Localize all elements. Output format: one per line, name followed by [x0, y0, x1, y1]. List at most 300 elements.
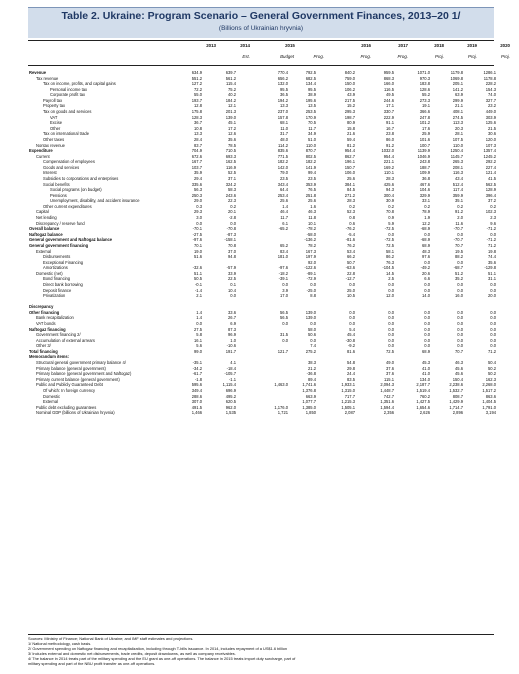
table-cell: 198.7	[344, 114, 355, 120]
row-label: Pensions	[50, 192, 67, 198]
table-cell: 45.4	[347, 332, 355, 338]
table-cell: 30.6	[488, 131, 496, 137]
table-cell: 120.0	[485, 136, 496, 142]
table-cell: 265.3	[452, 159, 463, 165]
table-cell: 0.2	[388, 203, 394, 209]
table-cell: 0.0	[388, 287, 394, 293]
table-cell: 52.3	[347, 209, 355, 215]
table-cell: 134.0	[419, 376, 430, 382]
table-cell: 299.9	[452, 97, 463, 103]
table-cell: 97.6	[422, 254, 430, 260]
table-cell: 74.4	[488, 254, 496, 260]
table-cell: 54.8	[347, 360, 355, 366]
table-cell: 56.5	[280, 315, 288, 321]
table-cell: 672.6	[191, 153, 202, 159]
table-cell: 10.8	[194, 125, 202, 131]
table-cell: 75.2	[228, 86, 236, 92]
row-label: External	[36, 248, 52, 254]
table-cell: 56.5	[280, 309, 288, 315]
table-cell: 275.2	[305, 348, 316, 354]
row-label: Public debt excluding guarantees	[36, 404, 97, 410]
table-cell: 50.4	[488, 360, 496, 366]
table-cell: 335.6	[191, 181, 202, 187]
table-cell: 303.9	[485, 114, 496, 120]
table-cell: 110.1	[384, 170, 394, 176]
table-cell: 0.0	[349, 281, 355, 287]
row-label: Corporate profit tax	[50, 92, 86, 98]
table-cell: 10.1	[308, 220, 316, 226]
table-cell: 91.1	[386, 120, 394, 126]
table-cell: 0.0	[457, 315, 463, 321]
table-cell: 55.0	[194, 92, 202, 98]
table-cell: 139.0	[305, 309, 316, 315]
table-cell: 21.2	[308, 365, 316, 371]
table-cell: -97.6	[192, 237, 202, 243]
table-cell: 251.8	[305, 192, 316, 198]
table-cell: 81.6	[347, 348, 355, 354]
table-cell: 92.0	[308, 259, 316, 265]
table-cell: 51.1	[194, 270, 202, 276]
table-cell: 1.0	[230, 337, 236, 343]
table-cell: 128.3	[191, 114, 202, 120]
table-cell: 491.5	[191, 404, 202, 410]
table-cell: 125.6	[485, 120, 496, 126]
table-cell: 70.7	[455, 348, 463, 354]
table-cell: 1,115.4	[222, 382, 236, 388]
table-cell: 193.7	[191, 97, 202, 103]
table-cell: 0.0	[490, 315, 496, 321]
table-cell: 107.3	[485, 142, 496, 148]
table-cell: -76.2	[345, 226, 355, 232]
table-cell: 46.3	[455, 360, 463, 366]
table-cell: 0.0	[388, 309, 394, 315]
table-cell: 742.7	[383, 393, 394, 399]
table-cell: 35.6	[488, 259, 496, 265]
table-cell: 86.2	[386, 254, 394, 260]
table-cell: 0.0	[196, 321, 202, 327]
table-cell: 1,215.3	[341, 399, 355, 405]
table-cell: -81.6	[345, 237, 355, 243]
table-cell: 324.2	[225, 181, 236, 187]
table-cell: 109.9	[419, 170, 430, 176]
table-cell: 1357.4	[483, 148, 496, 154]
table-cell: 29.3	[194, 209, 202, 215]
table-cell: 863.6	[485, 393, 496, 399]
table-cell: 141.9	[305, 164, 316, 170]
table-cell: 1145.7	[450, 153, 463, 159]
table-cell: 300.4	[383, 192, 394, 198]
table-cell: 0.0	[424, 343, 430, 349]
table-cell: 0.0	[457, 231, 463, 237]
table-cell: 2,626	[419, 410, 430, 416]
table-cell: 182.2	[277, 159, 288, 165]
table-cell: 154.3	[485, 86, 496, 92]
table-cell: 79.0	[280, 170, 288, 176]
table-cell: 128.6	[419, 86, 430, 92]
table-cell: 307.0	[191, 399, 202, 405]
table-cell: 0.0	[424, 315, 430, 321]
table-cell: 962.0	[225, 404, 236, 410]
table-cell: 2,356	[383, 410, 394, 416]
table-cell: -72.5	[384, 226, 394, 232]
table-cell: 2,087	[344, 410, 355, 416]
table-cell: 20.3	[455, 125, 463, 131]
table-cell: -27.5	[192, 231, 202, 237]
table-cell: 23.8	[386, 131, 394, 137]
row-label: Other current expenditures	[43, 203, 92, 209]
table-cell: -34.2	[192, 365, 202, 371]
column-header	[28, 40, 510, 66]
table-cell: 656.2	[277, 75, 288, 81]
year-2013: 2013	[206, 43, 216, 48]
table-cell: 106.0	[344, 170, 355, 176]
table-cell: 128.9	[485, 187, 496, 193]
table-cell: 184.2	[225, 97, 236, 103]
table-cell: 1,351.6	[380, 399, 394, 405]
table-cell: 0.2	[349, 203, 355, 209]
table-cell: 639.7	[225, 70, 236, 75]
table-cell: 1,077.7	[302, 399, 316, 405]
table-cell: 273.3	[419, 97, 430, 103]
table-cell: 162.3	[485, 376, 496, 382]
table-cell: 808.7	[452, 393, 463, 399]
table-cell: -70.7	[453, 237, 463, 243]
table-cell: 37.0	[228, 248, 236, 254]
table-cell: 0.0	[282, 281, 288, 287]
table-cell: 87.3	[228, 326, 236, 332]
table-cell: 0.2	[424, 203, 430, 209]
table-cell: 970.3	[419, 75, 430, 81]
table-cell: 68.1	[280, 120, 288, 126]
table-cell: 330.7	[383, 109, 394, 115]
table-cell: 17.1	[386, 103, 394, 109]
table-cell: 170.9	[305, 114, 316, 120]
table-cell: 227.4	[485, 164, 496, 170]
table-cell: -71.2	[486, 237, 496, 243]
table-cell: 0.0	[457, 326, 463, 332]
table-cell: -36.8	[306, 371, 316, 377]
table-cell: -158.1	[224, 237, 236, 243]
table-cell: 3.0	[196, 215, 202, 221]
kind-budget: Budget	[280, 54, 294, 59]
table-cell: -65.2	[278, 226, 288, 232]
table-cell: 19.5	[455, 248, 463, 254]
year-2018: 2018	[434, 43, 444, 48]
table-cell: 78.9	[422, 209, 430, 215]
table-cell: 83.7	[194, 142, 202, 148]
table-cell: 191.7	[225, 348, 236, 354]
table-cell: -32.6	[192, 265, 202, 271]
table-cell: 139.0	[305, 315, 316, 321]
table-cell: -39.1	[278, 276, 288, 282]
table-cell: 6.1	[282, 220, 288, 226]
table-cell: 770.4	[277, 70, 288, 75]
table-cell: 0.0	[310, 281, 316, 287]
table-cell: 22.5	[228, 276, 236, 282]
row-label: Bank recapitalization	[36, 315, 74, 321]
table-cell: 28.4	[194, 136, 202, 142]
table-cell: 11.7	[308, 125, 316, 131]
table-cell: 0.0	[457, 332, 463, 338]
table-cell: 141.2	[452, 86, 463, 92]
table-cell: 495.2	[225, 393, 236, 399]
table-cell: 23.2	[488, 103, 496, 109]
table-cell: -10.6	[226, 343, 236, 349]
table-cell: 23.5	[280, 175, 288, 181]
table-cell: 217.5	[344, 97, 355, 103]
row-label: Amortizations	[43, 265, 68, 271]
table-cell: 29.0	[194, 198, 202, 204]
table-cell: 0.0	[388, 326, 394, 332]
table-notes	[28, 634, 494, 667]
table-cell: 0.0	[310, 337, 316, 343]
table-cell: 1,535	[225, 410, 236, 416]
table-cell: 2,268.0	[482, 382, 496, 388]
table-cell: 359.9	[452, 192, 463, 198]
table-cell: 1,532.7	[449, 387, 463, 393]
table-cell: 1,721	[277, 410, 288, 416]
table-cell: 167.3	[305, 248, 316, 254]
table-cell: 88.2	[455, 254, 463, 260]
table-cell: 243.6	[225, 192, 236, 198]
table-cell: 15.8	[347, 125, 355, 131]
table-cell: 0.0	[388, 231, 394, 237]
kind-prog-2015: Prog.	[313, 54, 324, 59]
table-cell: 954.4	[344, 148, 355, 154]
table-cell: -1.8	[194, 376, 202, 382]
table-cell: 83.5	[347, 376, 355, 382]
year-2014: 2014	[240, 43, 250, 48]
table-cell: 35.2	[455, 276, 463, 282]
table-cell: 1,850	[305, 410, 316, 416]
table-cell: 12.0	[386, 293, 394, 299]
table-cell: 43.4	[455, 175, 463, 181]
table-cell: 835.6	[277, 148, 288, 154]
table-cell: 76.2	[347, 242, 355, 248]
table-cell: 0.0	[457, 281, 463, 287]
table-cell: 1.4	[196, 309, 202, 315]
table-cell: -71.2	[486, 226, 496, 232]
table-cell: 1.4	[282, 203, 288, 209]
table-cell: 11.0	[280, 125, 288, 131]
table-cell: 3,194	[485, 410, 496, 416]
row-label: Tax on international trade	[43, 131, 89, 137]
table-cell: 37.6	[386, 365, 394, 371]
table-cell: 166.0	[383, 81, 394, 87]
table-cell: 142.0	[277, 164, 288, 170]
table-body	[28, 70, 494, 416]
table-cell: 70.7	[455, 242, 463, 248]
table-cell: 70.8	[386, 209, 394, 215]
table-cell: 0.0	[490, 326, 496, 332]
table-cell: 95.5	[280, 86, 288, 92]
row-label: Interest	[43, 170, 57, 176]
table-cell: 37.6	[386, 371, 394, 377]
table-cell: 0.0	[457, 287, 463, 293]
row-label: Accumulation of external arrears	[36, 337, 95, 343]
table-cell: 22.8	[347, 270, 355, 276]
row-label: Structural general government primary balance 4/	[36, 360, 126, 366]
table-cell: 35.1	[455, 198, 463, 204]
table-cell: 11.7	[280, 215, 288, 221]
source-note: 3/ Includes external and domestic net disbursements, trade credits, deposit drawdowns, as well as company receivables.	[28, 651, 236, 657]
table-cell: 0.8	[349, 215, 355, 221]
table-cell: 0.2	[230, 203, 236, 209]
table-cell: 114.2	[278, 142, 288, 148]
row-label: Primary current balance (general government)	[36, 376, 120, 382]
table-cell: 116.3	[453, 170, 463, 176]
table-cell: 127.2	[191, 81, 202, 87]
table-cell: 102.3	[485, 209, 496, 215]
table-cell: 30.9	[386, 198, 394, 204]
table-cell: 101.6	[419, 136, 430, 142]
table-cell: -70.7	[453, 226, 463, 232]
table-cell: 115.1	[384, 376, 394, 382]
table-cell: 6.6	[424, 276, 430, 282]
row-label: General government and Naftogaz balance	[29, 237, 113, 243]
table-cell: 250.3	[191, 192, 202, 198]
table-cell: 237.0	[277, 109, 288, 115]
table-cell: 0.0	[424, 337, 430, 343]
table-cell: 68.9	[422, 348, 430, 354]
row-label: Nontax revenue	[36, 142, 65, 148]
row-label: Other 3/	[36, 343, 51, 349]
table-cell: 1.6	[310, 203, 316, 209]
table-cell: 710.5	[225, 148, 236, 154]
table-cell: 14.5	[386, 270, 394, 276]
table-cell: 0.0	[388, 337, 394, 343]
table-cell: -30.8	[345, 337, 355, 343]
header-years	[28, 43, 510, 53]
table-cell: 35.6	[228, 136, 236, 142]
table-cell: 802.5	[305, 153, 316, 159]
table-cell: 5.9	[388, 220, 394, 226]
table-cell: 1,315.0	[341, 387, 355, 393]
table-cell: 194.2	[277, 97, 288, 103]
table-cell: 870.7	[305, 148, 316, 154]
table-cell: 862.7	[344, 153, 355, 159]
table-cell: 244.6	[383, 97, 394, 103]
table-cell: 1,466	[191, 410, 202, 416]
table-cell: 840.2	[344, 70, 355, 75]
table-cell: 29.8	[347, 365, 355, 371]
kind-prog-2017: Prog.	[397, 54, 408, 59]
table-cell: 33.6	[228, 309, 236, 315]
table-cell: 1250.4	[450, 148, 463, 154]
table-cell: 34.9	[308, 131, 316, 137]
table-cell: 2,094.3	[380, 382, 394, 388]
table-cell: 384.1	[344, 181, 355, 187]
table-cell: 2,238.6	[449, 382, 463, 388]
table-cell: 169.2	[383, 164, 394, 170]
table-cell: 1,448.7	[380, 387, 394, 393]
table-cell: 0.0	[388, 343, 394, 349]
table-cell: 28.3	[386, 175, 394, 181]
row-label: Net lending	[36, 215, 57, 221]
kind-prog-2016: Prog.	[360, 54, 371, 59]
table-cell: 0.0	[424, 259, 430, 265]
row-label: External	[43, 399, 59, 405]
row-label: VAT bonds	[36, 321, 56, 327]
table-cell: 21.5	[488, 125, 496, 131]
table-cell: 121.7	[277, 348, 288, 354]
table-cell: 1,427.5	[416, 399, 430, 405]
table-cell: 760.2	[419, 393, 430, 399]
table-cell: 228.2	[485, 81, 496, 87]
row-label: Primary balance (general government)	[36, 365, 106, 371]
table-cell: 150.0	[344, 81, 355, 87]
table-cell: 17.0	[280, 293, 288, 299]
table-cell: 1,519.4	[416, 387, 430, 393]
row-label: Expenditure	[29, 148, 53, 154]
table-cell: 0.0	[457, 343, 463, 349]
table-cell: 101.2	[419, 120, 430, 126]
table-cell: 0.6	[349, 220, 355, 226]
row-label: Other taxes	[43, 136, 65, 142]
title-band	[28, 7, 494, 38]
row-label: Discrepancy / reserve fund	[36, 220, 85, 226]
table-cell: 41.5	[488, 175, 496, 181]
table-cell: 0.0	[349, 321, 355, 327]
table-cell: 27.5	[194, 326, 202, 332]
table-cell: 52.5	[228, 170, 236, 176]
table-cell: 66.2	[347, 254, 355, 260]
table-cell: 467.6	[419, 181, 430, 187]
table-cell: 72.5	[386, 242, 394, 248]
table-title: Table 2. Ukraine: Program Scenario – General Government Finances, 2013–20 1/	[61, 10, 461, 22]
table-cell: 1,429.9	[449, 399, 463, 405]
table-cell: -70.1	[192, 226, 202, 232]
table-cell: 396.4	[485, 192, 496, 198]
table-cell: -49.2	[420, 265, 430, 271]
table-cell: 1032.0	[381, 148, 394, 154]
table-cell: 29.4	[194, 175, 202, 181]
table-cell: 91.2	[455, 209, 463, 215]
table-cell: 0.0	[457, 337, 463, 343]
table-cell: 28.3	[347, 198, 355, 204]
table-cell: -18.4	[226, 365, 236, 371]
table-cell: 25.9	[422, 131, 430, 137]
table-cell: 26.7	[228, 315, 236, 321]
row-label: Social benefits	[43, 181, 70, 187]
table-cell: 1139.9	[417, 148, 430, 154]
table-cell: 343.4	[277, 181, 288, 187]
table-cell: 274.5	[452, 114, 463, 120]
table-cell: 94.8	[228, 254, 236, 260]
table-cell: 38.3	[308, 360, 316, 366]
table-cell: 222.9	[383, 114, 394, 120]
table-cell: 634.9	[191, 70, 202, 75]
row-label: Tax revenue	[36, 75, 59, 81]
table-cell: 56.3	[194, 187, 202, 193]
table-cell: 91.2	[386, 142, 394, 148]
table-cell: -104.5	[382, 265, 394, 271]
table-cell: 58.1	[386, 248, 394, 254]
table-cell: 10.5	[347, 293, 355, 299]
table-cell: 0.0	[230, 293, 236, 299]
table-cell: -68.9	[420, 237, 430, 243]
table-cell: 0.1	[230, 281, 236, 287]
table-cell: 51.0	[308, 136, 316, 142]
year-2019: 2019	[467, 43, 477, 48]
table-cell: 188.7	[419, 164, 430, 170]
table-cell: 0.0	[424, 321, 430, 327]
table-cell: 16.0	[455, 293, 463, 299]
table-cell: 0.0	[424, 281, 430, 287]
row-label: Naftogaz balance	[29, 231, 63, 237]
header-kinds	[28, 54, 510, 64]
table-cell: 771.5	[277, 153, 288, 159]
